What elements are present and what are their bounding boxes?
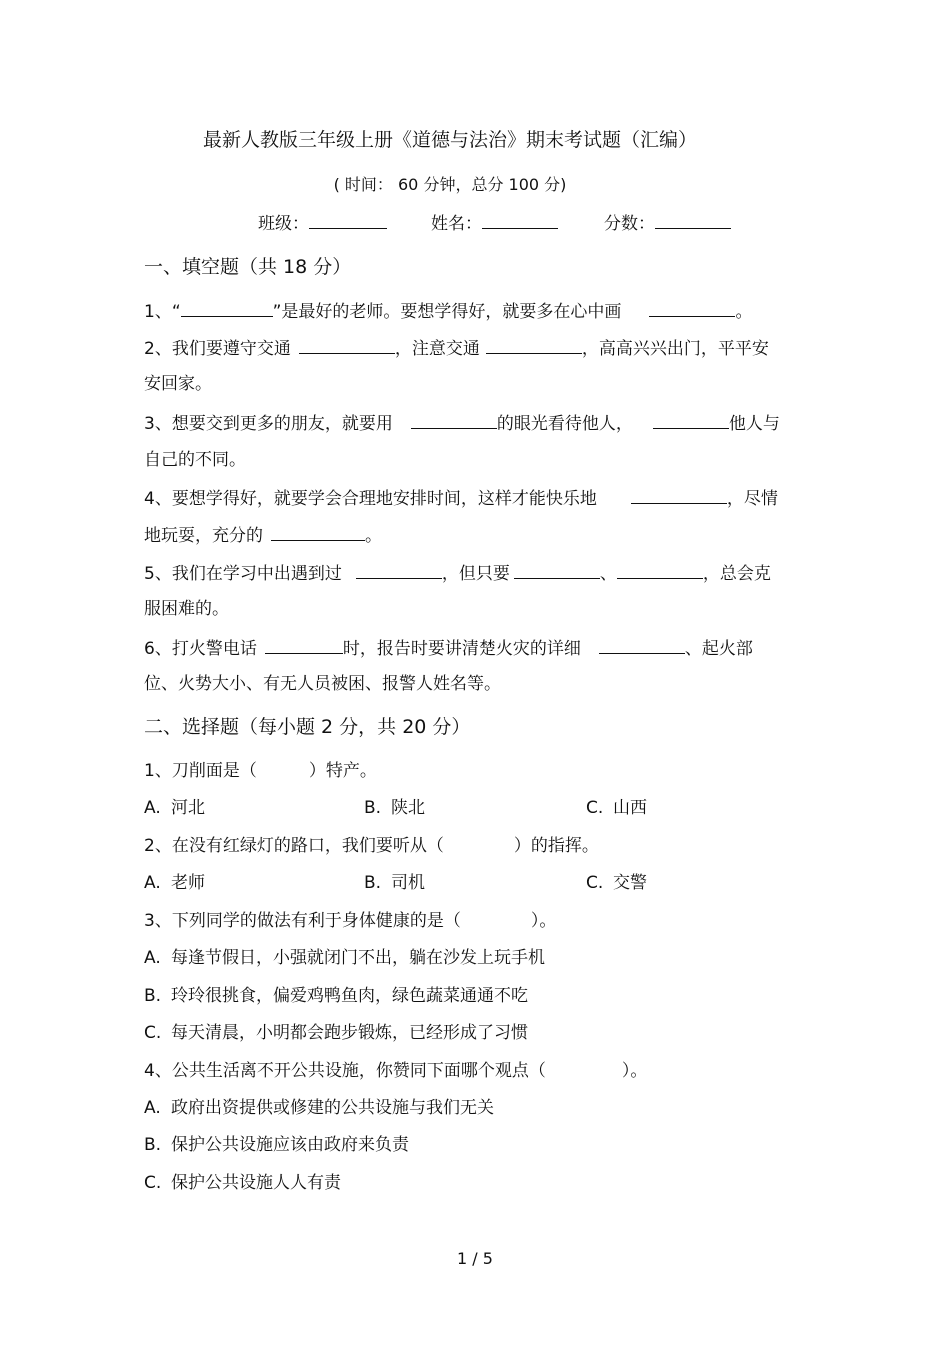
score-label: 分数：: [604, 214, 655, 234]
score-blank: [655, 214, 731, 229]
s1-question-4-cont: 地玩耍，充分的 。: [144, 526, 382, 546]
option-c[interactable]: C. 山西: [586, 798, 647, 818]
option-c[interactable]: C. 保护公共设施人人有责: [144, 1173, 341, 1193]
class-field: [258, 214, 387, 233]
answer-blank: [649, 302, 735, 317]
answer-blank: [486, 339, 582, 354]
s1-question-1: 1、“ ”是最好的老师。要想学得好，就要多在心中画 。: [144, 302, 753, 322]
section2-heading: 二、选择题（每小题 2 分，共 20 分）: [144, 716, 471, 738]
option-a[interactable]: A. 河北: [144, 798, 205, 818]
option-a[interactable]: A. 政府出资提供或修建的公共设施与我们无关: [144, 1098, 494, 1118]
class-blank: [309, 214, 387, 229]
s2-question-2: 2、在没有红绿灯的路口，我们要听从（ ）的指挥。: [144, 836, 599, 856]
option-b[interactable]: B. 陕北: [364, 798, 425, 818]
answer-blank: [599, 639, 685, 654]
s1-question-5-cont: 服困难的。: [144, 599, 229, 619]
option-a[interactable]: A. 老师: [144, 873, 205, 893]
exam-subtitle: ( 时间： 60 分钟，总分 100 分): [333, 175, 567, 194]
answer-blank: [653, 414, 729, 429]
answer-blank: [356, 564, 442, 579]
s1-question-6-cont: 位、火势大小、有无人员被困、报警人姓名等。: [144, 674, 501, 694]
name-field: [431, 214, 558, 233]
answer-blank: [271, 526, 365, 541]
s1-question-6: 6、打火警电话 时，报告时要讲清楚火灾的详细 、起火部: [144, 639, 753, 659]
answer-blank: [181, 302, 273, 317]
s2-question-1: 1、刀削面是（ ）特产。: [144, 761, 377, 781]
page-number: 1 / 5: [457, 1249, 493, 1268]
s1-question-3: 3、想要交到更多的朋友，就要用 的眼光看待他人， 他人与: [144, 414, 780, 434]
s2-question-3: 3、下列同学的做法有利于身体健康的是（ ）。: [144, 911, 557, 931]
name-label: 姓名：: [431, 214, 482, 234]
s1-question-2: 2、我们要遵守交通 ，注意交通 ，高高兴兴出门，平平安: [144, 339, 769, 359]
option-c[interactable]: C. 每天清晨，小明都会跑步锻炼，已经形成了习惯: [144, 1023, 528, 1043]
s1-question-2-cont: 安回家。: [144, 374, 212, 394]
answer-blank: [265, 639, 343, 654]
s1-question-3-cont: 自己的不同。: [144, 450, 246, 470]
s1-question-5: 5、我们在学习中出遇到过 ，但只要 、 ，总会克: [144, 564, 771, 584]
section1-heading: 一、填空题（共 18 分）: [144, 256, 352, 278]
class-label: 班级：: [258, 214, 309, 234]
option-a[interactable]: A. 每逢节假日，小强就闭门不出，躺在沙发上玩手机: [144, 948, 545, 968]
name-blank: [482, 214, 558, 229]
option-b[interactable]: B. 玲玲很挑食，偏爱鸡鸭鱼肉，绿色蔬菜通通不吃: [144, 986, 528, 1006]
answer-blank: [411, 414, 497, 429]
option-c[interactable]: C. 交警: [586, 873, 647, 893]
answer-blank: [617, 564, 703, 579]
s1-question-4: 4、要想学得好，就要学会合理地安排时间，这样才能快乐地 ，尽情: [144, 489, 778, 509]
answer-blank: [631, 489, 727, 504]
exam-title: 最新人教版三年级上册《道德与法治》期末考试题（汇编）: [202, 129, 697, 151]
score-field: [604, 214, 731, 233]
option-b[interactable]: B. 保护公共设施应该由政府来负责: [144, 1135, 409, 1155]
option-b[interactable]: B. 司机: [364, 873, 425, 893]
answer-blank: [514, 564, 600, 579]
s2-question-4: 4、公共生活离不开公共设施，你赞同下面哪个观点（ ）。: [144, 1061, 648, 1081]
answer-blank: [299, 339, 395, 354]
